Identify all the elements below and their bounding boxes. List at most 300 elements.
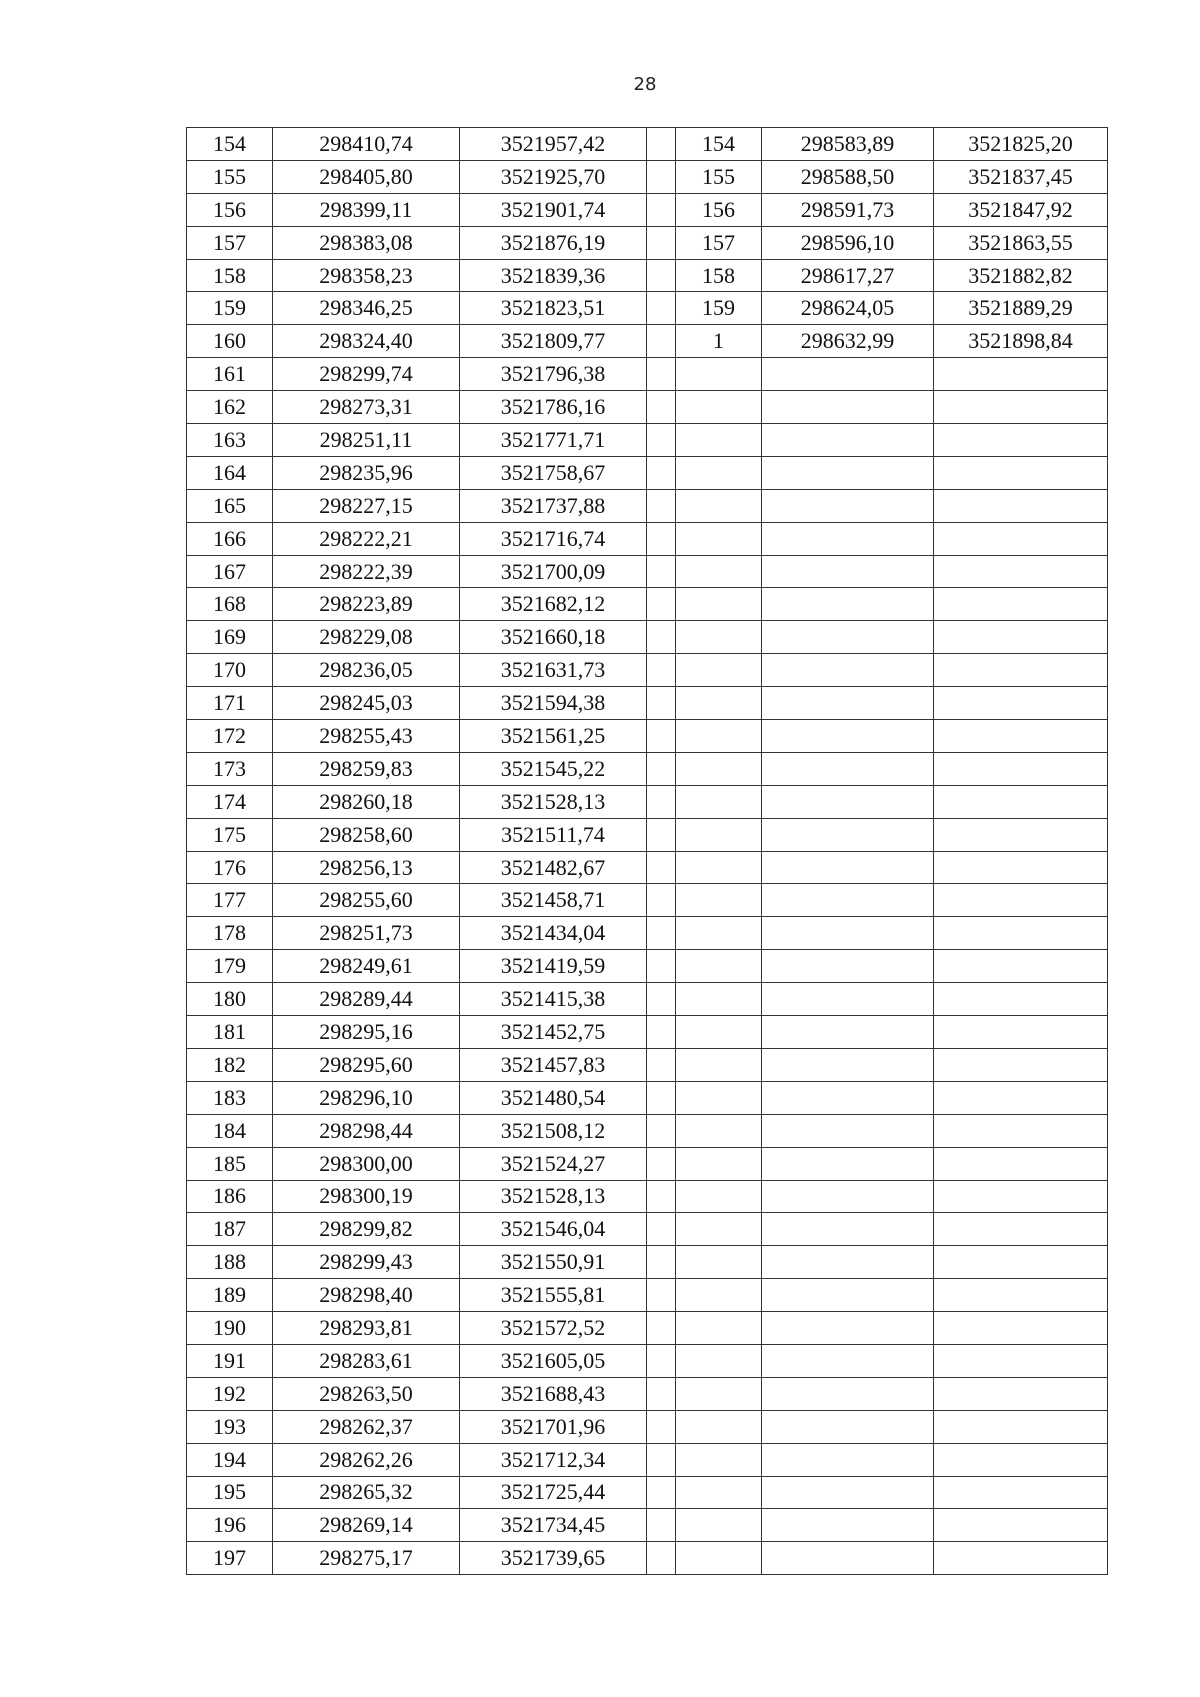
left-x-coordinate-cell: 298223,89 bbox=[273, 588, 460, 621]
left-x-coordinate-cell: 298273,31 bbox=[273, 391, 460, 424]
spacer-cell bbox=[647, 654, 676, 687]
spacer-cell bbox=[647, 424, 676, 457]
right-point-number-cell bbox=[676, 1542, 762, 1575]
right-y-coordinate-cell bbox=[934, 1180, 1108, 1213]
left-y-coordinate-cell: 3521701,96 bbox=[460, 1410, 647, 1443]
left-point-number-cell: 166 bbox=[187, 522, 273, 555]
left-y-coordinate-cell: 3521839,36 bbox=[460, 259, 647, 292]
left-x-coordinate-cell: 298235,96 bbox=[273, 456, 460, 489]
spacer-cell bbox=[647, 1509, 676, 1542]
left-point-number-cell: 172 bbox=[187, 720, 273, 753]
left-point-number-cell: 196 bbox=[187, 1509, 273, 1542]
right-point-number-cell bbox=[676, 1213, 762, 1246]
right-point-number-cell: 156 bbox=[676, 193, 762, 226]
right-x-coordinate-cell: 298632,99 bbox=[762, 325, 934, 358]
right-point-number-cell: 154 bbox=[676, 128, 762, 161]
coordinates-table-body bbox=[187, 128, 1108, 1575]
table-row bbox=[187, 193, 1108, 226]
left-point-number-cell: 156 bbox=[187, 193, 273, 226]
right-y-coordinate-cell bbox=[934, 1016, 1108, 1049]
right-y-coordinate-cell bbox=[934, 1081, 1108, 1114]
right-point-number-cell bbox=[676, 1081, 762, 1114]
right-x-coordinate-cell bbox=[762, 1246, 934, 1279]
left-x-coordinate-cell: 298229,08 bbox=[273, 621, 460, 654]
spacer-cell bbox=[647, 720, 676, 753]
left-y-coordinate-cell: 3521758,67 bbox=[460, 456, 647, 489]
left-point-number-cell: 154 bbox=[187, 128, 273, 161]
table-row bbox=[187, 1081, 1108, 1114]
table-row bbox=[187, 654, 1108, 687]
spacer-cell bbox=[647, 1410, 676, 1443]
table-row bbox=[187, 489, 1108, 522]
right-point-number-cell bbox=[676, 720, 762, 753]
left-x-coordinate-cell: 298299,74 bbox=[273, 358, 460, 391]
left-y-coordinate-cell: 3521572,52 bbox=[460, 1312, 647, 1345]
right-x-coordinate-cell bbox=[762, 358, 934, 391]
spacer-cell bbox=[647, 555, 676, 588]
left-point-number-cell: 167 bbox=[187, 555, 273, 588]
table-row bbox=[187, 1377, 1108, 1410]
spacer-cell bbox=[647, 917, 676, 950]
right-x-coordinate-cell bbox=[762, 522, 934, 555]
right-point-number-cell bbox=[676, 588, 762, 621]
left-point-number-cell: 181 bbox=[187, 1016, 273, 1049]
table-row bbox=[187, 917, 1108, 950]
right-y-coordinate-cell bbox=[934, 720, 1108, 753]
spacer-cell bbox=[647, 193, 676, 226]
right-point-number-cell bbox=[676, 391, 762, 424]
spacer-cell bbox=[647, 1147, 676, 1180]
left-x-coordinate-cell: 298255,60 bbox=[273, 884, 460, 917]
right-y-coordinate-cell bbox=[934, 1213, 1108, 1246]
right-x-coordinate-cell bbox=[762, 456, 934, 489]
spacer-cell bbox=[647, 1246, 676, 1279]
left-x-coordinate-cell: 298227,15 bbox=[273, 489, 460, 522]
right-x-coordinate-cell bbox=[762, 1410, 934, 1443]
right-point-number-cell bbox=[676, 983, 762, 1016]
right-y-coordinate-cell bbox=[934, 424, 1108, 457]
left-point-number-cell: 191 bbox=[187, 1344, 273, 1377]
right-point-number-cell bbox=[676, 1509, 762, 1542]
spacer-cell bbox=[647, 1312, 676, 1345]
right-y-coordinate-cell bbox=[934, 1048, 1108, 1081]
right-x-coordinate-cell: 298617,27 bbox=[762, 259, 934, 292]
right-x-coordinate-cell bbox=[762, 1213, 934, 1246]
right-y-coordinate-cell bbox=[934, 884, 1108, 917]
left-x-coordinate-cell: 298383,08 bbox=[273, 226, 460, 259]
left-point-number-cell: 171 bbox=[187, 687, 273, 720]
left-x-coordinate-cell: 298410,74 bbox=[273, 128, 460, 161]
right-x-coordinate-cell bbox=[762, 1016, 934, 1049]
right-point-number-cell bbox=[676, 1279, 762, 1312]
table-row bbox=[187, 292, 1108, 325]
spacer-cell bbox=[647, 456, 676, 489]
right-point-number-cell bbox=[676, 456, 762, 489]
left-y-coordinate-cell: 3521546,04 bbox=[460, 1213, 647, 1246]
right-y-coordinate-cell bbox=[934, 687, 1108, 720]
left-x-coordinate-cell: 298298,40 bbox=[273, 1279, 460, 1312]
left-y-coordinate-cell: 3521480,54 bbox=[460, 1081, 647, 1114]
left-y-coordinate-cell: 3521511,74 bbox=[460, 818, 647, 851]
left-y-coordinate-cell: 3521524,27 bbox=[460, 1147, 647, 1180]
right-x-coordinate-cell bbox=[762, 588, 934, 621]
right-y-coordinate-cell: 3521837,45 bbox=[934, 160, 1108, 193]
right-y-coordinate-cell bbox=[934, 1377, 1108, 1410]
left-point-number-cell: 179 bbox=[187, 950, 273, 983]
right-point-number-cell: 157 bbox=[676, 226, 762, 259]
right-point-number-cell bbox=[676, 1443, 762, 1476]
table-row bbox=[187, 226, 1108, 259]
left-x-coordinate-cell: 298346,25 bbox=[273, 292, 460, 325]
right-y-coordinate-cell bbox=[934, 785, 1108, 818]
page-number: 28 bbox=[633, 74, 657, 95]
left-y-coordinate-cell: 3521737,88 bbox=[460, 489, 647, 522]
left-y-coordinate-cell: 3521508,12 bbox=[460, 1114, 647, 1147]
right-y-coordinate-cell bbox=[934, 950, 1108, 983]
left-x-coordinate-cell: 298251,11 bbox=[273, 424, 460, 457]
spacer-cell bbox=[647, 358, 676, 391]
right-point-number-cell bbox=[676, 522, 762, 555]
right-y-coordinate-cell bbox=[934, 489, 1108, 522]
right-x-coordinate-cell bbox=[762, 884, 934, 917]
right-point-number-cell bbox=[676, 358, 762, 391]
left-x-coordinate-cell: 298236,05 bbox=[273, 654, 460, 687]
spacer-cell bbox=[647, 1542, 676, 1575]
left-point-number-cell: 160 bbox=[187, 325, 273, 358]
right-y-coordinate-cell bbox=[934, 1542, 1108, 1575]
spacer-cell bbox=[647, 851, 676, 884]
spacer-cell bbox=[647, 884, 676, 917]
right-y-coordinate-cell bbox=[934, 1147, 1108, 1180]
table-row bbox=[187, 720, 1108, 753]
left-y-coordinate-cell: 3521457,83 bbox=[460, 1048, 647, 1081]
table-row bbox=[187, 1048, 1108, 1081]
right-point-number-cell bbox=[676, 851, 762, 884]
table-row bbox=[187, 1542, 1108, 1575]
right-point-number-cell bbox=[676, 884, 762, 917]
left-y-coordinate-cell: 3521545,22 bbox=[460, 752, 647, 785]
left-x-coordinate-cell: 298283,61 bbox=[273, 1344, 460, 1377]
right-y-coordinate-cell bbox=[934, 358, 1108, 391]
spacer-cell bbox=[647, 1114, 676, 1147]
right-y-coordinate-cell bbox=[934, 621, 1108, 654]
right-point-number-cell bbox=[676, 785, 762, 818]
left-x-coordinate-cell: 298298,44 bbox=[273, 1114, 460, 1147]
right-x-coordinate-cell bbox=[762, 851, 934, 884]
table-row bbox=[187, 1246, 1108, 1279]
spacer-cell bbox=[647, 1081, 676, 1114]
left-x-coordinate-cell: 298299,43 bbox=[273, 1246, 460, 1279]
left-point-number-cell: 163 bbox=[187, 424, 273, 457]
left-point-number-cell: 177 bbox=[187, 884, 273, 917]
spacer-cell bbox=[647, 1476, 676, 1509]
right-point-number-cell bbox=[676, 1147, 762, 1180]
left-x-coordinate-cell: 298245,03 bbox=[273, 687, 460, 720]
spacer-cell bbox=[647, 160, 676, 193]
table-row bbox=[187, 1016, 1108, 1049]
right-y-coordinate-cell bbox=[934, 983, 1108, 1016]
right-x-coordinate-cell bbox=[762, 1180, 934, 1213]
right-point-number-cell bbox=[676, 917, 762, 950]
left-point-number-cell: 184 bbox=[187, 1114, 273, 1147]
right-x-coordinate-cell bbox=[762, 752, 934, 785]
spacer-cell bbox=[647, 1180, 676, 1213]
left-y-coordinate-cell: 3521528,13 bbox=[460, 1180, 647, 1213]
right-point-number-cell bbox=[676, 1114, 762, 1147]
spacer-cell bbox=[647, 621, 676, 654]
right-y-coordinate-cell: 3521898,84 bbox=[934, 325, 1108, 358]
right-y-coordinate-cell bbox=[934, 1279, 1108, 1312]
right-x-coordinate-cell bbox=[762, 1312, 934, 1345]
right-x-coordinate-cell bbox=[762, 983, 934, 1016]
left-y-coordinate-cell: 3521925,70 bbox=[460, 160, 647, 193]
right-point-number-cell bbox=[676, 1246, 762, 1279]
right-point-number-cell bbox=[676, 950, 762, 983]
right-point-number-cell bbox=[676, 555, 762, 588]
spacer-cell bbox=[647, 1377, 676, 1410]
right-x-coordinate-cell: 298624,05 bbox=[762, 292, 934, 325]
left-point-number-cell: 183 bbox=[187, 1081, 273, 1114]
left-y-coordinate-cell: 3521434,04 bbox=[460, 917, 647, 950]
table-row bbox=[187, 785, 1108, 818]
right-y-coordinate-cell: 3521882,82 bbox=[934, 259, 1108, 292]
left-x-coordinate-cell: 298275,17 bbox=[273, 1542, 460, 1575]
left-y-coordinate-cell: 3521458,71 bbox=[460, 884, 647, 917]
left-y-coordinate-cell: 3521739,65 bbox=[460, 1542, 647, 1575]
right-y-coordinate-cell: 3521847,92 bbox=[934, 193, 1108, 226]
left-point-number-cell: 178 bbox=[187, 917, 273, 950]
table-row bbox=[187, 588, 1108, 621]
table-row bbox=[187, 1312, 1108, 1345]
right-x-coordinate-cell: 298591,73 bbox=[762, 193, 934, 226]
table-row bbox=[187, 424, 1108, 457]
left-x-coordinate-cell: 298399,11 bbox=[273, 193, 460, 226]
table-row bbox=[187, 851, 1108, 884]
right-x-coordinate-cell bbox=[762, 489, 934, 522]
spacer-cell bbox=[647, 687, 676, 720]
left-point-number-cell: 174 bbox=[187, 785, 273, 818]
right-x-coordinate-cell bbox=[762, 818, 934, 851]
right-x-coordinate-cell bbox=[762, 687, 934, 720]
left-point-number-cell: 162 bbox=[187, 391, 273, 424]
left-x-coordinate-cell: 298300,19 bbox=[273, 1180, 460, 1213]
left-x-coordinate-cell: 298293,81 bbox=[273, 1312, 460, 1345]
left-y-coordinate-cell: 3521901,74 bbox=[460, 193, 647, 226]
table-row bbox=[187, 1443, 1108, 1476]
right-point-number-cell bbox=[676, 1377, 762, 1410]
table-row bbox=[187, 160, 1108, 193]
table-row bbox=[187, 1344, 1108, 1377]
table-row bbox=[187, 555, 1108, 588]
left-point-number-cell: 159 bbox=[187, 292, 273, 325]
table-row bbox=[187, 259, 1108, 292]
left-x-coordinate-cell: 298222,39 bbox=[273, 555, 460, 588]
right-point-number-cell bbox=[676, 1312, 762, 1345]
right-x-coordinate-cell bbox=[762, 424, 934, 457]
right-x-coordinate-cell bbox=[762, 720, 934, 753]
table-row bbox=[187, 1279, 1108, 1312]
spacer-cell bbox=[647, 1443, 676, 1476]
right-y-coordinate-cell bbox=[934, 456, 1108, 489]
left-point-number-cell: 173 bbox=[187, 752, 273, 785]
table-row bbox=[187, 621, 1108, 654]
left-point-number-cell: 185 bbox=[187, 1147, 273, 1180]
right-x-coordinate-cell bbox=[762, 917, 934, 950]
right-x-coordinate-cell bbox=[762, 1476, 934, 1509]
left-y-coordinate-cell: 3521419,59 bbox=[460, 950, 647, 983]
left-y-coordinate-cell: 3521682,12 bbox=[460, 588, 647, 621]
right-y-coordinate-cell: 3521825,20 bbox=[934, 128, 1108, 161]
right-point-number-cell bbox=[676, 1048, 762, 1081]
right-x-coordinate-cell: 298588,50 bbox=[762, 160, 934, 193]
spacer-cell bbox=[647, 1344, 676, 1377]
left-point-number-cell: 170 bbox=[187, 654, 273, 687]
right-y-coordinate-cell bbox=[934, 1509, 1108, 1542]
left-y-coordinate-cell: 3521823,51 bbox=[460, 292, 647, 325]
left-y-coordinate-cell: 3521771,71 bbox=[460, 424, 647, 457]
left-point-number-cell: 190 bbox=[187, 1312, 273, 1345]
right-point-number-cell bbox=[676, 818, 762, 851]
right-x-coordinate-cell bbox=[762, 1509, 934, 1542]
right-point-number-cell bbox=[676, 1180, 762, 1213]
right-y-coordinate-cell bbox=[934, 917, 1108, 950]
right-x-coordinate-cell bbox=[762, 1279, 934, 1312]
right-y-coordinate-cell: 3521863,55 bbox=[934, 226, 1108, 259]
left-point-number-cell: 180 bbox=[187, 983, 273, 1016]
left-x-coordinate-cell: 298260,18 bbox=[273, 785, 460, 818]
spacer-cell bbox=[647, 1213, 676, 1246]
right-point-number-cell bbox=[676, 489, 762, 522]
left-point-number-cell: 168 bbox=[187, 588, 273, 621]
table-row bbox=[187, 818, 1108, 851]
right-y-coordinate-cell bbox=[934, 1246, 1108, 1279]
table-row bbox=[187, 128, 1108, 161]
left-y-coordinate-cell: 3521957,42 bbox=[460, 128, 647, 161]
left-x-coordinate-cell: 298256,13 bbox=[273, 851, 460, 884]
spacer-cell bbox=[647, 818, 676, 851]
right-y-coordinate-cell bbox=[934, 1344, 1108, 1377]
table-row bbox=[187, 325, 1108, 358]
spacer-cell bbox=[647, 292, 676, 325]
right-x-coordinate-cell bbox=[762, 621, 934, 654]
right-y-coordinate-cell: 3521889,29 bbox=[934, 292, 1108, 325]
left-y-coordinate-cell: 3521452,75 bbox=[460, 1016, 647, 1049]
left-y-coordinate-cell: 3521716,74 bbox=[460, 522, 647, 555]
table-row bbox=[187, 1476, 1108, 1509]
spacer-cell bbox=[647, 259, 676, 292]
left-x-coordinate-cell: 298296,10 bbox=[273, 1081, 460, 1114]
left-point-number-cell: 197 bbox=[187, 1542, 273, 1575]
right-y-coordinate-cell bbox=[934, 654, 1108, 687]
right-x-coordinate-cell bbox=[762, 1048, 934, 1081]
right-point-number-cell bbox=[676, 1476, 762, 1509]
spacer-cell bbox=[647, 785, 676, 818]
left-y-coordinate-cell: 3521528,13 bbox=[460, 785, 647, 818]
right-x-coordinate-cell: 298583,89 bbox=[762, 128, 934, 161]
left-x-coordinate-cell: 298289,44 bbox=[273, 983, 460, 1016]
left-y-coordinate-cell: 3521415,38 bbox=[460, 983, 647, 1016]
spacer-cell bbox=[647, 1279, 676, 1312]
table-row bbox=[187, 358, 1108, 391]
right-y-coordinate-cell bbox=[934, 851, 1108, 884]
left-point-number-cell: 192 bbox=[187, 1377, 273, 1410]
left-x-coordinate-cell: 298258,60 bbox=[273, 818, 460, 851]
left-y-coordinate-cell: 3521561,25 bbox=[460, 720, 647, 753]
right-point-number-cell bbox=[676, 1410, 762, 1443]
left-y-coordinate-cell: 3521796,38 bbox=[460, 358, 647, 391]
table-row bbox=[187, 456, 1108, 489]
left-y-coordinate-cell: 3521712,34 bbox=[460, 1443, 647, 1476]
table-row bbox=[187, 391, 1108, 424]
table-row bbox=[187, 752, 1108, 785]
table-row bbox=[187, 1410, 1108, 1443]
right-x-coordinate-cell bbox=[762, 1147, 934, 1180]
right-x-coordinate-cell bbox=[762, 785, 934, 818]
spacer-cell bbox=[647, 1048, 676, 1081]
table-row bbox=[187, 983, 1108, 1016]
spacer-cell bbox=[647, 983, 676, 1016]
right-x-coordinate-cell bbox=[762, 1114, 934, 1147]
left-y-coordinate-cell: 3521555,81 bbox=[460, 1279, 647, 1312]
right-point-number-cell: 155 bbox=[676, 160, 762, 193]
left-y-coordinate-cell: 3521594,38 bbox=[460, 687, 647, 720]
left-x-coordinate-cell: 298262,26 bbox=[273, 1443, 460, 1476]
left-x-coordinate-cell: 298262,37 bbox=[273, 1410, 460, 1443]
spacer-cell bbox=[647, 391, 676, 424]
left-y-coordinate-cell: 3521734,45 bbox=[460, 1509, 647, 1542]
left-x-coordinate-cell: 298324,40 bbox=[273, 325, 460, 358]
right-y-coordinate-cell bbox=[934, 752, 1108, 785]
spacer-cell bbox=[647, 325, 676, 358]
left-y-coordinate-cell: 3521550,91 bbox=[460, 1246, 647, 1279]
left-x-coordinate-cell: 298249,61 bbox=[273, 950, 460, 983]
right-point-number-cell bbox=[676, 621, 762, 654]
left-x-coordinate-cell: 298222,21 bbox=[273, 522, 460, 555]
left-point-number-cell: 189 bbox=[187, 1279, 273, 1312]
right-x-coordinate-cell: 298596,10 bbox=[762, 226, 934, 259]
left-x-coordinate-cell: 298269,14 bbox=[273, 1509, 460, 1542]
right-point-number-cell bbox=[676, 424, 762, 457]
left-point-number-cell: 176 bbox=[187, 851, 273, 884]
left-point-number-cell: 169 bbox=[187, 621, 273, 654]
right-point-number-cell bbox=[676, 1016, 762, 1049]
right-y-coordinate-cell bbox=[934, 818, 1108, 851]
right-x-coordinate-cell bbox=[762, 950, 934, 983]
right-x-coordinate-cell bbox=[762, 391, 934, 424]
spacer-cell bbox=[647, 950, 676, 983]
right-y-coordinate-cell bbox=[934, 1476, 1108, 1509]
left-point-number-cell: 182 bbox=[187, 1048, 273, 1081]
left-y-coordinate-cell: 3521809,77 bbox=[460, 325, 647, 358]
right-point-number-cell: 158 bbox=[676, 259, 762, 292]
spacer-cell bbox=[647, 489, 676, 522]
spacer-cell bbox=[647, 588, 676, 621]
right-x-coordinate-cell bbox=[762, 1344, 934, 1377]
left-y-coordinate-cell: 3521631,73 bbox=[460, 654, 647, 687]
left-point-number-cell: 165 bbox=[187, 489, 273, 522]
left-x-coordinate-cell: 298299,82 bbox=[273, 1213, 460, 1246]
right-point-number-cell: 159 bbox=[676, 292, 762, 325]
left-point-number-cell: 187 bbox=[187, 1213, 273, 1246]
table-row bbox=[187, 884, 1108, 917]
left-y-coordinate-cell: 3521688,43 bbox=[460, 1377, 647, 1410]
left-y-coordinate-cell: 3521660,18 bbox=[460, 621, 647, 654]
left-x-coordinate-cell: 298259,83 bbox=[273, 752, 460, 785]
spacer-cell bbox=[647, 522, 676, 555]
left-y-coordinate-cell: 3521605,05 bbox=[460, 1344, 647, 1377]
right-point-number-cell bbox=[676, 687, 762, 720]
left-point-number-cell: 157 bbox=[187, 226, 273, 259]
